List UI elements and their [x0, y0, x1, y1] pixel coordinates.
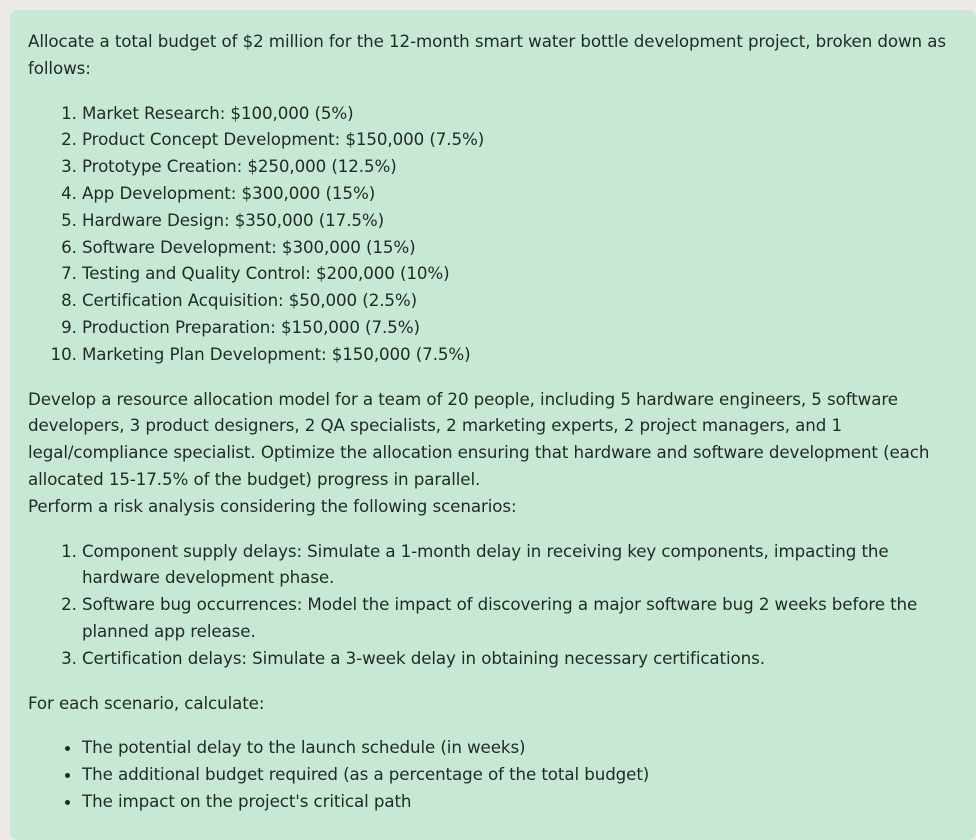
resource-paragraph: Develop a resource allocation model for a team of 20 people, including 5 hardware engineers, 5 software developers, 3 product designers, 2 QA specialists, 2 marketing experts, 2 project managers, and 1 legal/compliance specialist. Optimize the allocation ensuring that hardware and software development (each allocated 15-17.5% of the budget) progress in parallel.: [28, 388, 930, 489]
list-item: 9. Production Preparation: $150,000 (7.5%): [82, 314, 958, 341]
calc-list: [28, 734, 958, 814]
risk-list: [28, 538, 958, 672]
risk-intro: Perform a risk analysis considering the following scenarios:: [28, 495, 517, 516]
list-item: 7. Testing and Quality Control: $200,000 (10%): [82, 260, 958, 287]
list-item: 10. Marketing Plan Development: $150,000 (7.5%): [82, 341, 958, 368]
list-item: • The impact on the project's critical path: [82, 788, 958, 815]
list-item: 6. Software Development: $300,000 (15%): [82, 234, 958, 261]
list-item: • The potential delay to the launch schedule (in weeks): [82, 734, 958, 761]
list-item: • The additional budget required (as a percentage of the total budget): [82, 761, 958, 788]
list-item: 4. App Development: $300,000 (15%): [82, 180, 958, 207]
list-item: 5. Hardware Design: $350,000 (17.5%): [82, 207, 958, 234]
top-strip: [0, 0, 976, 10]
message-bubble: [10, 10, 976, 840]
list-item: 3. Certification delays: Simulate a 3-week delay in obtaining necessary certifications.: [82, 645, 958, 672]
list-item: 8. Certification Acquisition: $50,000 (2.5%): [82, 287, 958, 314]
list-item: 1. Market Research: $100,000 (5%): [82, 100, 958, 127]
budget-list: [28, 100, 958, 368]
list-item: 3. Prototype Creation: $250,000 (12.5%): [82, 153, 958, 180]
list-item: 2. Software bug occurrences: Model the impact of discovering a major software bug 2 weeks before the planned app release.: [82, 591, 958, 645]
calc-intro: For each scenario, calculate:: [28, 692, 265, 713]
intro-text: Allocate a total budget of $2 million for the 12-month smart water bottle development project, broken down as follows:: [28, 31, 946, 78]
list-item: 1. Component supply delays: Simulate a 1-month delay in receiving key components, impacting the hardware development phase.: [82, 538, 958, 592]
list-item: 2. Product Concept Development: $150,000 (7.5%): [82, 126, 958, 153]
